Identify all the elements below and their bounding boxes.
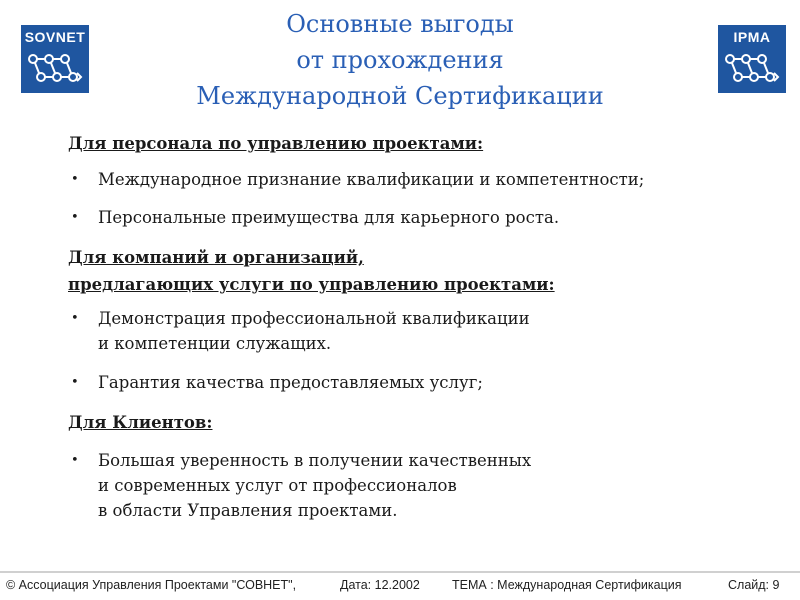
bullet-item <box>68 370 768 395</box>
network-nodes-icon <box>25 49 85 89</box>
section-companies <box>68 244 768 395</box>
bullet-text: и компетенции служащих. <box>98 334 332 353</box>
footer-date: Дата: 12.2002 <box>340 578 420 592</box>
ipma-logo <box>718 25 786 93</box>
section-heading: Для персонала по управлению проектами: <box>68 134 484 153</box>
bullet-text: • Демонстрация профессиональной квалификации <box>98 309 530 328</box>
bullet-text: • Гарантия качества предоставляемых услуг; <box>98 373 483 392</box>
bullet-text: • Персональные преимущества для карьерного роста. <box>98 208 560 227</box>
section-personnel <box>68 130 768 230</box>
bullet-item <box>68 167 768 192</box>
sovnet-logo <box>21 25 89 93</box>
section-heading: Для компаний и организаций, <box>68 248 364 267</box>
bullet-item <box>68 205 768 230</box>
footer-topic: ТЕМА : Международная Сертификация <box>452 578 682 592</box>
bullet-item <box>68 306 768 356</box>
bullet-text: • Большая уверенность в получении качественных <box>98 451 532 470</box>
section-clients <box>68 409 768 523</box>
title-line: Основные выгоды <box>286 10 514 38</box>
sovnet-logo-text: SOVNET <box>24 29 86 45</box>
bullet-text: • Международное признание квалификации и компетентности; <box>98 170 645 189</box>
section-heading: предлагающих услуги по управлению проектами: <box>68 275 555 294</box>
ipma-logo-text: IPMA <box>733 29 771 45</box>
section-heading: Для Клиентов: <box>68 413 213 432</box>
slide-title <box>130 6 670 114</box>
footer-divider <box>0 571 800 573</box>
footer-slide-number: Слайд: 9 <box>728 578 780 592</box>
bullet-text: в области Управления проектами. <box>98 501 398 520</box>
slide-content <box>68 130 768 523</box>
footer-copyright: © Ассоциация Управления Проектами "СОВНЕТ", <box>6 578 297 592</box>
title-line: от прохождения <box>296 46 504 74</box>
title-line: Международной Сертификации <box>196 82 604 110</box>
bullet-item <box>68 448 768 523</box>
network-nodes-icon <box>722 49 782 89</box>
bullet-text: и современных услуг от профессионалов <box>98 476 457 495</box>
